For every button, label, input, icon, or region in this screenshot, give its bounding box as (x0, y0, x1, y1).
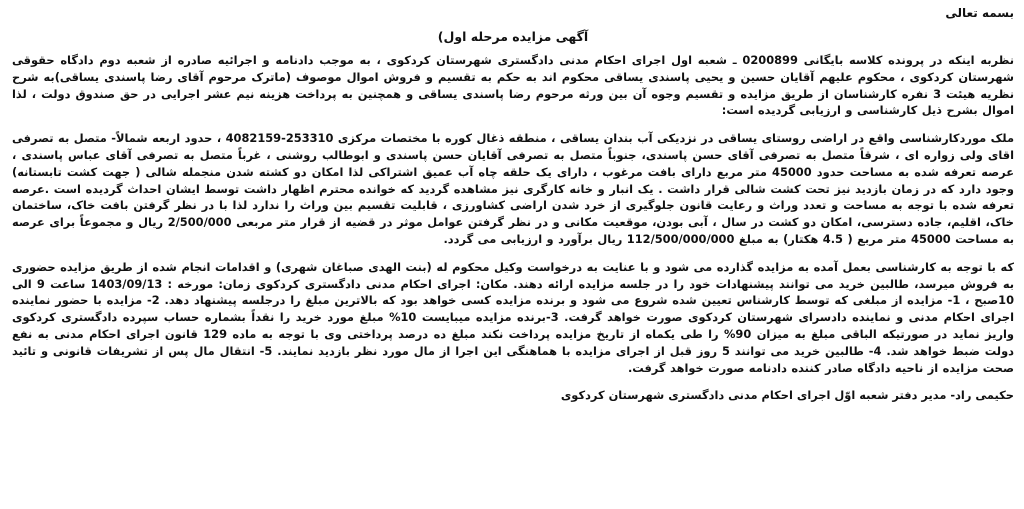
intro-paragraph: نظربه اینکه در پرونده کلاسه بایگانی 0200899 ـ شعبه اول اجرای احکام مدنی دادگستری شهرستان کردکوی ، به موجب دادنامه و اجرائیه صادره از شعبه دوم دادگاه حقوقی شهرستان کردکوی ، محکوم علیهم آقایان حسین و یحیی پاسندی یساقی محکوم اند به حکم به تقسیم و فروش اموال موصوف (ماترک مرحوم آقای رضا پاسندی یساقی)به شرح نظریه هیئت 3 نفره کارشناسان از طریق مزایده و تقسیم وجوه آن بین ورثه مرحوم رضا پاسندی یساقی و همچنین به پرداخت هزینه نیم عشر اجرایی در حق صندوق دولت ، لذا اموال بشرح ذیل کارشناسی و ارزیابی گردیده است: (12, 53, 1014, 118)
signature-line: حکیمی راد- مدیر دفتر شعبه اوّل اجرای احکام مدنی دادگستری شهرستان کردکوی (560, 388, 1014, 403)
property-description-paragraph: ملک موردکارشناسی واقع در اراضی روستای یساقی در نزدیکی آب بندان یساقی ، منطقه ذغال کوره با مختصات مرکزی 253310-4082159 ، حدود اربعه شمالاً- متصل به تصرفی اقای ولی زواره ای ، شرقاً متصل به تصرفی آقای حسن پاسندی، جنوباً متصل به تصرفی آقایان حسن پاسندی و ابوطالب روشنی ، غرباً متصل به تصرفی آقای عباس پاسندی ، عرصه تعرفه شده به مساحت حدود 45000 متر مربع دارای بافت مرغوب ، دارای یک حلقه چاه آب عمیق اشتراکی لذا امکان دو کشته شدن منجمله شالی ( جهت کشت تابستانه) وجود دارد که در زمان بازدید نیز تحت کشت شالی قرار داشت . یک انبار و خانه کارگری نیز مشاهده گردید که خوانده محترم اظهار داشت توسط ایشان احداث گردیده است .عرصه تعرفه شده با توجه به مساحت و تعدد وراث و رعایت قانون جلوگیری از خرد شدن اراضی کشاورزی ، قابلیت تقسیم بین وراث را ندارد لذا با در نظر گرفتن بافت خاک، ساختمان خاک، اقلیم، جاده دسترسی، امکان دو کشت در سال ، آبی بودن، موقعیت مکانی و در نظر گرفتن عوامل موثر در قضیه از قرار متر مربعی 2/500/000 ریال و مجموعاً برای عرصه به مساحت 45000 متر مربع ( 4.5 هکتار) به مبلغ 112/500/000/000 ریال برآورد و ارزیابی می گردد. (12, 131, 1015, 246)
notice-title: آگهی مزایده مرحله اول) (437, 29, 589, 44)
auction-terms-paragraph: که با توجه به کارشناسی بعمل آمده به مزایده گذارده می شود و با عنایت به درخواست وکیل محکوم له (بنت الهدی صباغان شهری) و اقدامات انجام شده از طریق مزایده حضوری به فروش میرسد، طالبین خرید می توانند پیشنهادات خود را در جلسه مزایده ارائه دهند. مکان: اجرای احکام مدنی دادگستری کردکوی زمان: مورخه : 1403/09/13 ساعت 9 الی 10صبح ، 1- مزایده از مبلغی که توسط کارشناس تعیین شده شروع می شود و برنده مزایده کسی خواهد بود که بالاترین مبلغ را درجلسه پیشنهاد دهد. 2- مزایده با حضور نماینده اجرای احکام مدنی و نماینده دادسرای شهرستان کردکوی صورت خواهد گرفت. 3-برنده مزایده میبایست 10% مبلغ مورد خرید را نقداً بشماره حساب سپرده دادگستری کردکوی واریز نماید در صورتیکه الباقی مبلغ به میزان 90% را طی یکماه از تاریخ مزایده پرداخت نکند مبلغ ده درصد پرداختی وی با توجه به ماده 129 قانون اجرای احکام مدنی به نفع دولت ضبط خواهد شد. 4- طالبین خرید می توانند 5 روز قبل از اجرای مزایده با هماهنگی این اجرا از مال مورد نظر بازدید نمایند. 5- انتقال مال پس از تشریفات قانونی و تائید صحت مزایده از ناحیه دادگاه صادر کننده دادنامه صورت خواهد گرفت. (12, 259, 1015, 375)
bismillah-heading: بسمه تعالی (945, 6, 1014, 20)
